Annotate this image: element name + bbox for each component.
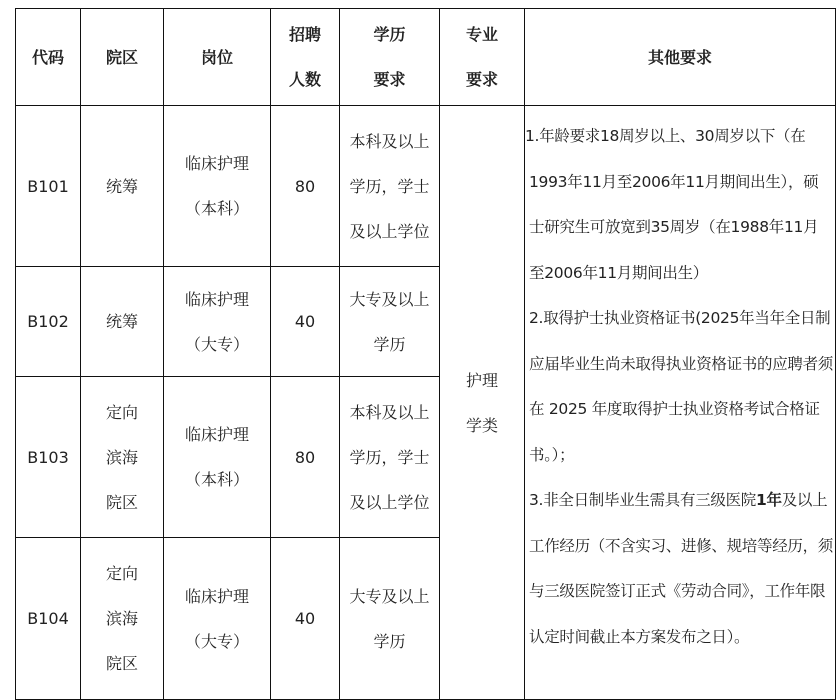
cell-headcount: 80 (271, 377, 340, 538)
cell-position: 临床护理 （大专） (164, 538, 271, 700)
cell-code: B102 (16, 267, 81, 377)
cell-position: 临床护理 （本科） (164, 106, 271, 267)
cell-education: 本科及以上 学历，学士 及以上学位 (340, 106, 440, 267)
cell-position: 临床护理 （本科） (164, 377, 271, 538)
cell-education: 大专及以上 学历 (340, 267, 440, 377)
cell-position: 临床护理 （大专） (164, 267, 271, 377)
header-major: 专业 要求 (440, 9, 525, 106)
cell-other-requirements (525, 106, 836, 700)
cell-campus: 定向 滨海 院区 (81, 377, 164, 538)
cell-campus: 统筹 (81, 267, 164, 377)
cell-education: 本科及以上 学历，学士 及以上学位 (340, 377, 440, 538)
cell-code: B103 (16, 377, 81, 538)
cell-headcount: 80 (271, 106, 340, 267)
cell-headcount: 40 (271, 538, 340, 700)
requirement-bold-years: 1年 (756, 491, 782, 509)
requirement-item-3: 3.非全日制毕业生需具有三级医院1年及以上工作经历（不含实习、进修、规培等经历，须与三级医院签订正式《劳动合同》，工作年限认定时间截止本方案发布之日）。 (529, 491, 834, 646)
recruitment-table (15, 8, 836, 700)
header-headcount: 招聘 人数 (271, 9, 340, 106)
cell-education: 大专及以上 学历 (340, 538, 440, 700)
table-row (16, 106, 836, 267)
header-other: 其他要求 (525, 9, 836, 106)
header-education: 学历 要求 (340, 9, 440, 106)
cell-headcount: 40 (271, 267, 340, 377)
header-row (16, 9, 836, 106)
header-code: 代码 (16, 9, 81, 106)
header-position: 岗位 (164, 9, 271, 106)
header-campus: 院区 (81, 9, 164, 106)
cell-code: B101 (16, 106, 81, 267)
cell-campus: 统筹 (81, 106, 164, 267)
cell-code: B104 (16, 538, 81, 700)
requirement-item-2: 2.取得护士执业资格证书(2025年当年全日制应届毕业生尚未取得执业资格证书的应聘者须在 2025 年度取得护士执业资格考试合格证书。）； (529, 309, 834, 464)
cell-campus: 定向 滨海 院区 (81, 538, 164, 700)
requirement-item-1: 1.年龄要求18周岁以上、30周岁以下（在1993年11月至2006年11月期间出生），硕士研究生可放宽到35周岁（在1988年11月至2006年11月期间出生） (525, 127, 819, 282)
cell-major-merged: 护理 学类 (440, 106, 525, 700)
